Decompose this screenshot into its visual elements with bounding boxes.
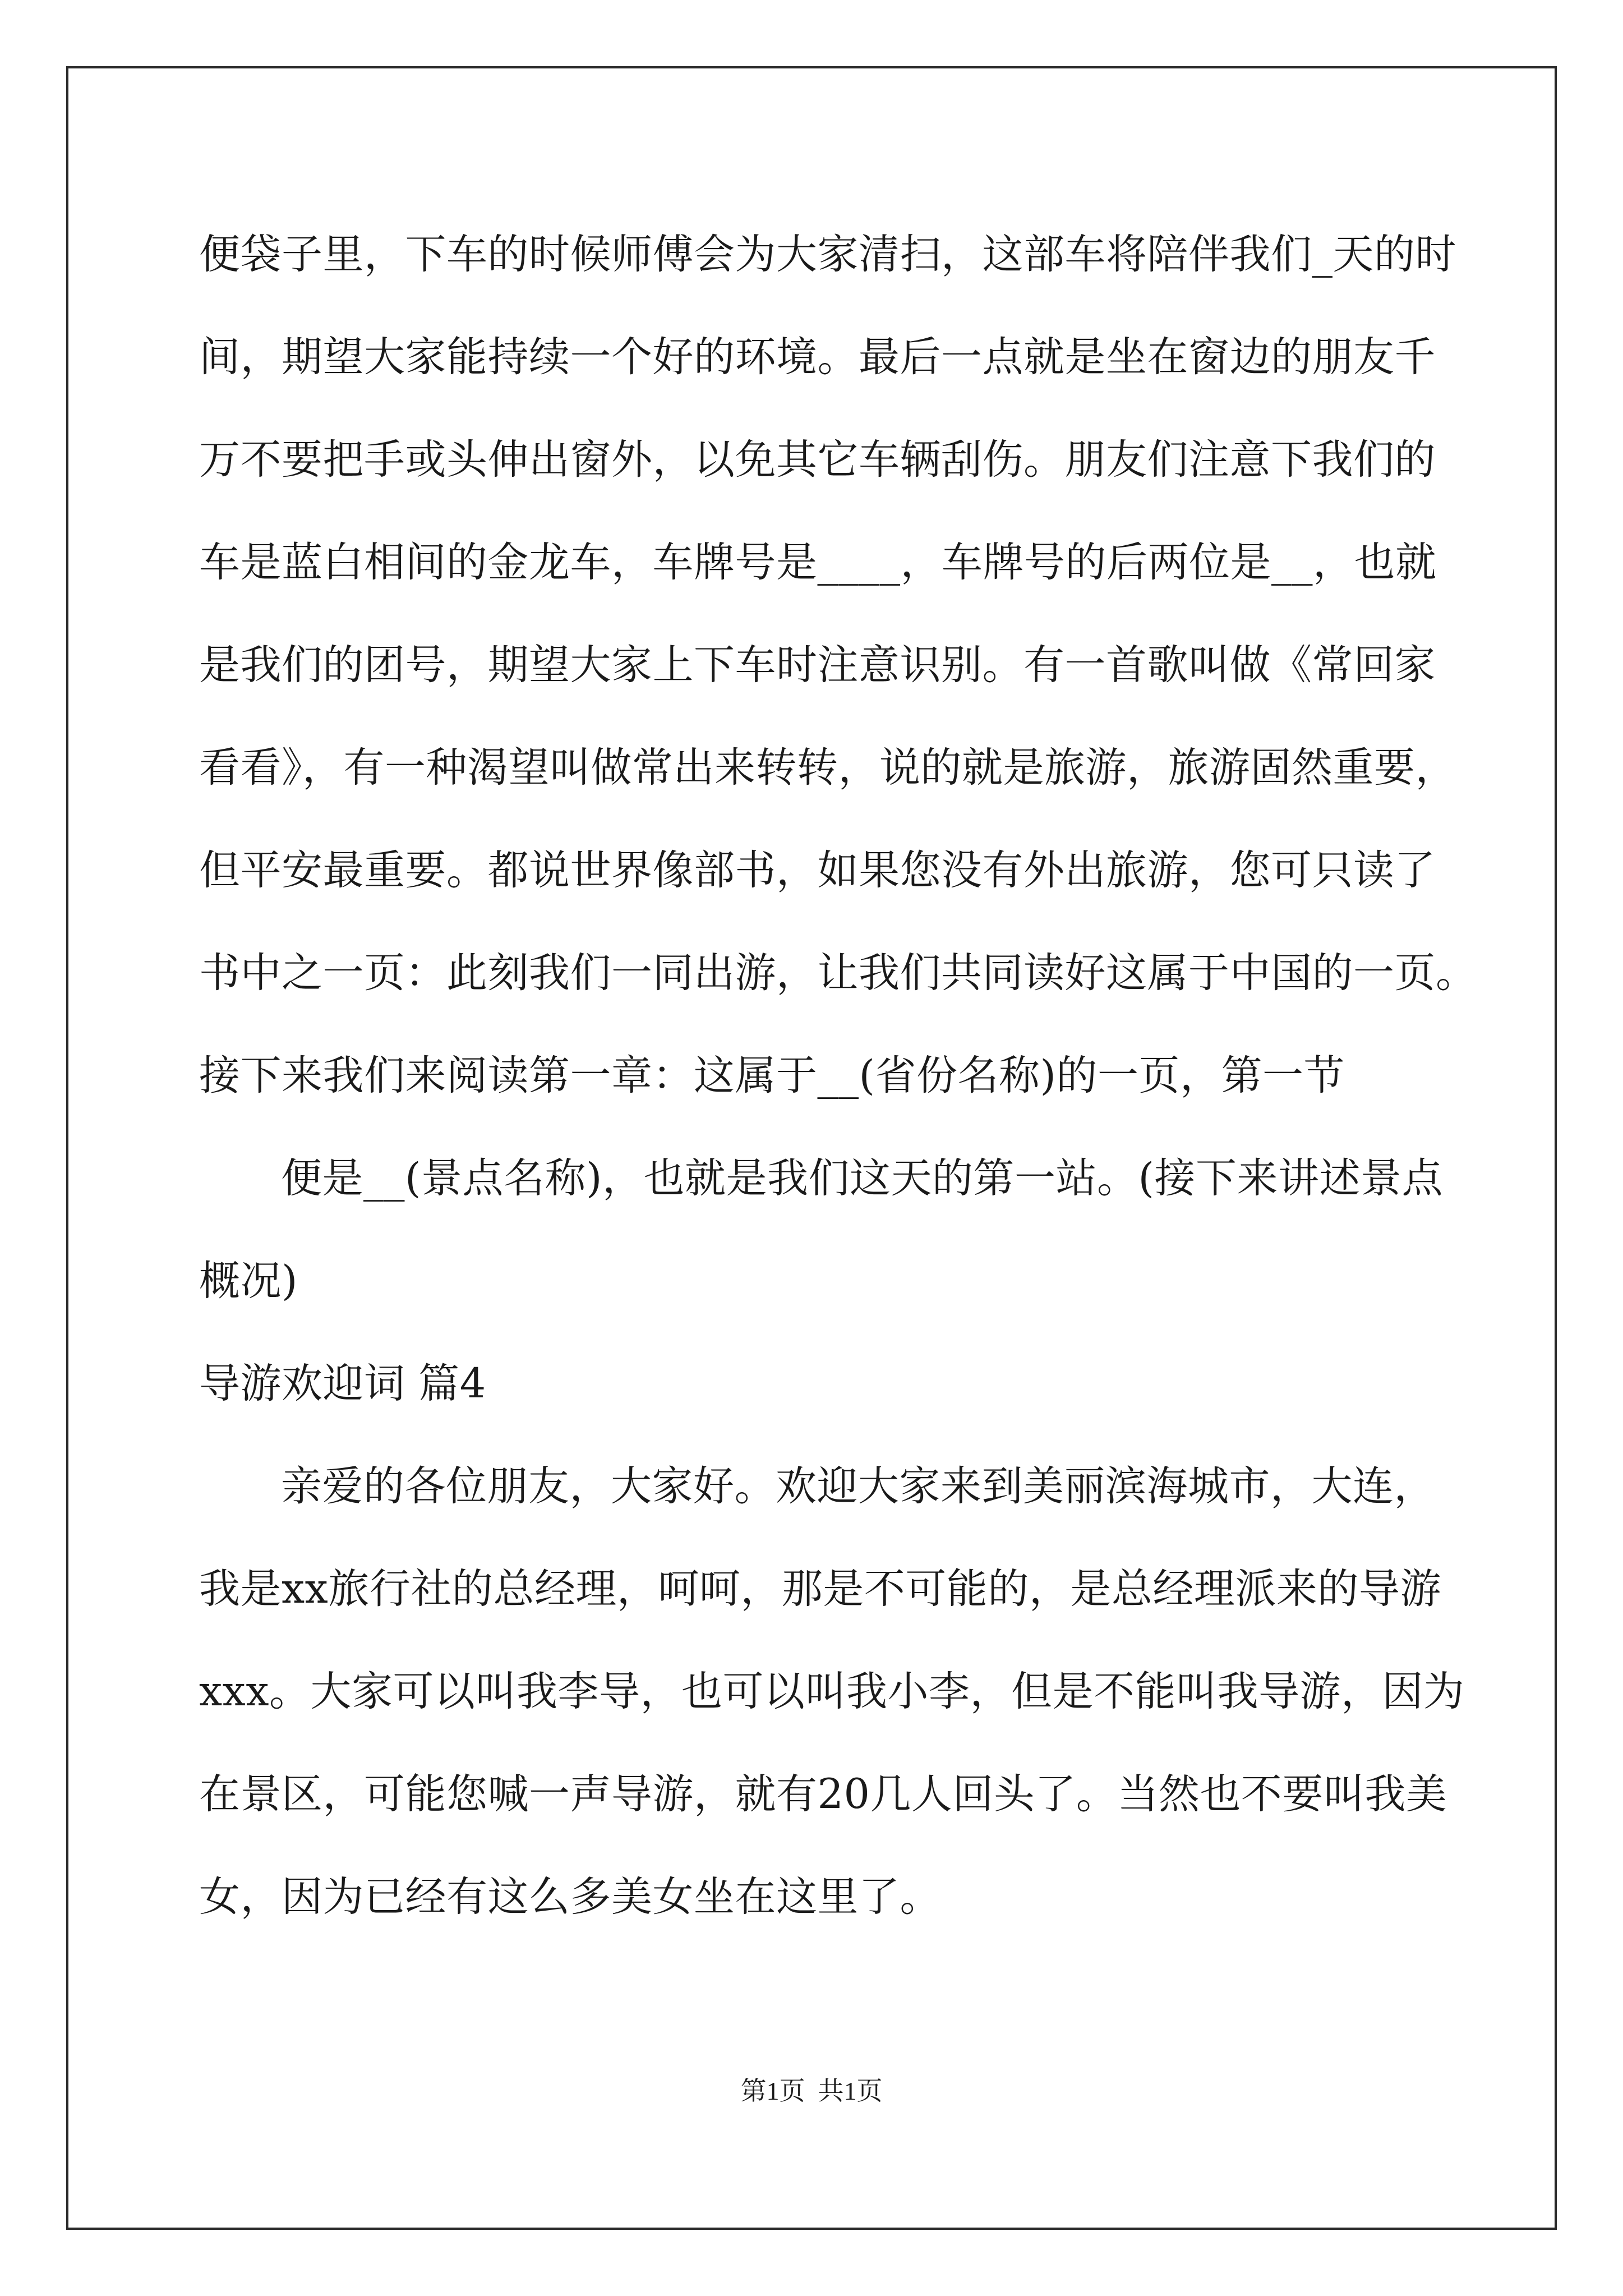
paragraph-line: 间，期望大家能持续一个好的环境。最后一点就是坐在窗边的朋友千 [199,333,1436,381]
paragraph-line: 女，因为已经有这么多美女坐在这里了。 [199,1873,941,1921]
paragraph-line: 接下来我们来阅读第一章：这属于__(省份名称)的一页，第一节 [199,1052,1345,1099]
paragraph-line: 我是xx旅行社的总经理，呵呵，那是不可能的，是总经理派来的导游 [199,1565,1441,1613]
paragraph-line: 在景区，可能您喊一声导游，就有20几人回头了。当然也不要叫我美 [199,1770,1447,1818]
paragraph-line: 亲爱的各位朋友，大家好。欢迎大家来到美丽滨海城市，大连， [281,1462,1435,1510]
paragraph-line: 看看》，有一种渴望叫做常出来转转，说的就是旅游，旅游固然重要， [199,744,1456,792]
paragraph-line: 便是__(景点名称)，也就是我们这天的第一站。(接下来讲述景点 [281,1154,1443,1202]
page-footer: 第1页 共1页 [740,2077,883,2105]
paragraph-line: 万不要把手或头伸出窗外，以免其它车辆刮伤。朋友们注意下我们的 [199,436,1436,484]
paragraph-line: 车是蓝白相间的金龙车，车牌号是____，车牌号的后两位是__，也就 [199,539,1437,586]
paragraph-line: 概况) [199,1257,298,1305]
paragraph-line: 便袋子里，下车的时候师傅会为大家清扫，这部车将陪伴我们_天的时 [199,231,1456,278]
paragraph-line: 书中之一页：此刻我们一同出游，让我们共同读好这属于中国的一页。 [199,949,1477,997]
paragraph-line: xxx。大家可以叫我李导，也可以叫我小李，但是不能叫我导游，因为 [199,1668,1465,1715]
paragraph-line: 是我们的团号，期望大家上下车时注意识别。有一首歌叫做《常回家 [199,641,1436,689]
paragraph-line: 但平安最重要。都说世界像部书，如果您没有外出旅游，您可只读了 [199,846,1436,894]
section-heading: 导游欢迎词 篇4 [199,1360,486,1407]
